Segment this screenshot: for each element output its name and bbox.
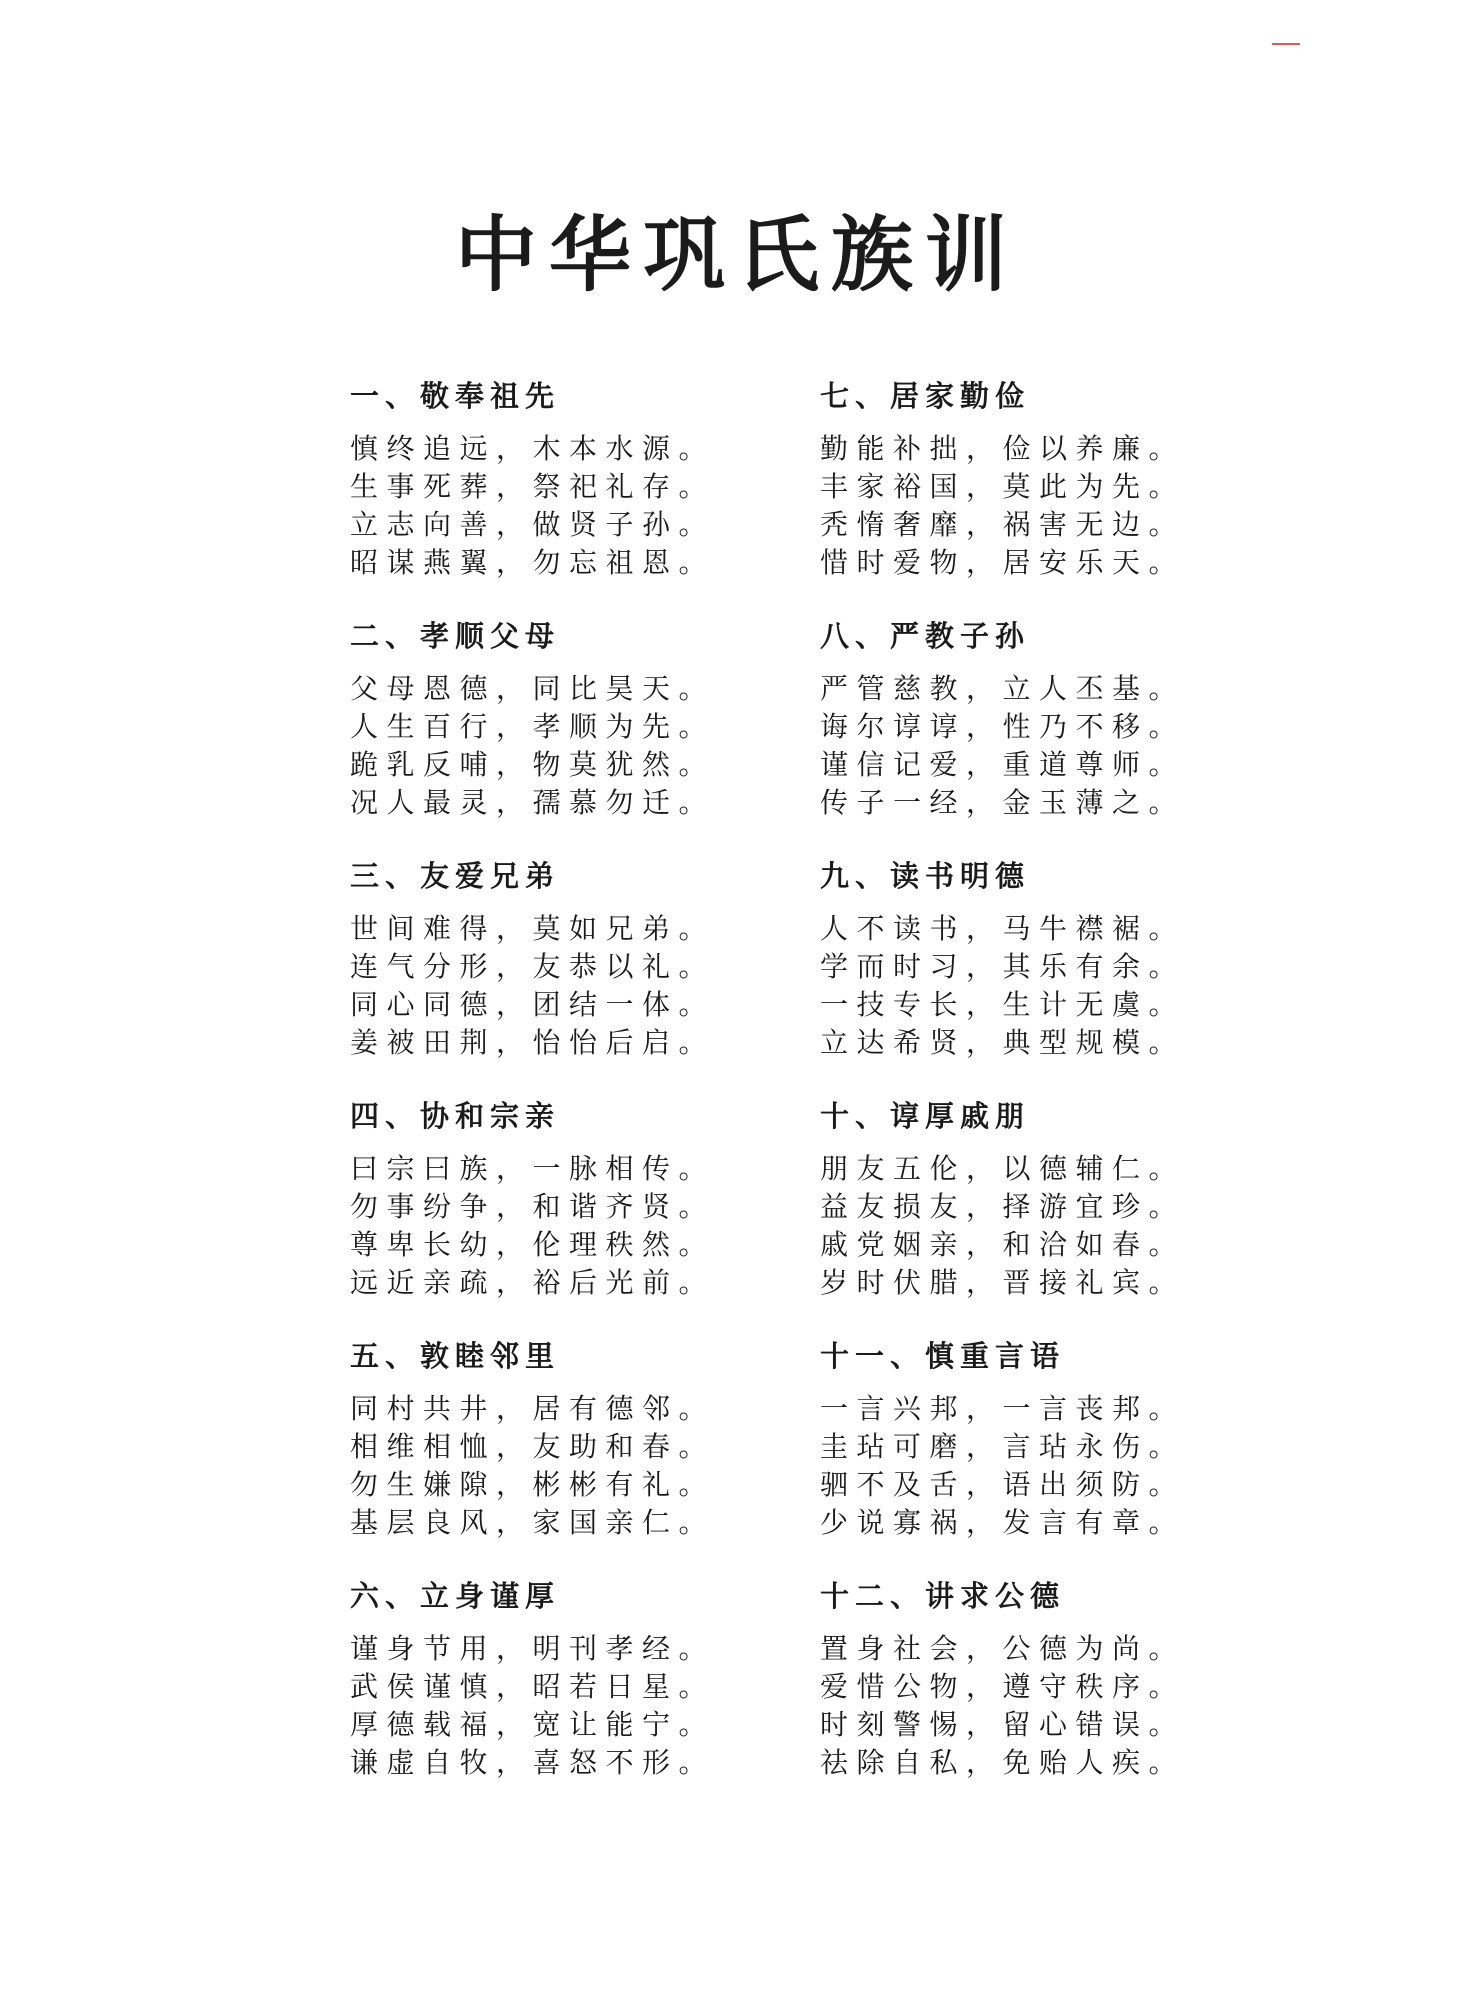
corner-mark	[1272, 43, 1300, 45]
verse-line: 谦虚自牧，喜怒不形。	[350, 1746, 716, 1779]
verse-line: 人生百行，孝顺为先。	[350, 710, 716, 743]
verse-lines	[350, 1630, 820, 1782]
verse-line: 立志向善，做贤子孙。	[350, 508, 716, 541]
precept-section	[820, 612, 1186, 852]
verse-line: 圭玷可磨，言玷永伤。	[820, 1430, 1186, 1463]
verse-line: 基层良风，家国亲仁。	[350, 1506, 716, 1539]
precept-section	[350, 852, 820, 1092]
verse-lines	[820, 1150, 1186, 1302]
verse-line: 勿生嫌隙，彬彬有礼。	[350, 1468, 716, 1501]
verse-line: 谨信记爱，重道尊师。	[820, 748, 1186, 781]
verse-line: 立达希贤，典型规模。	[820, 1026, 1186, 1059]
precept-section	[350, 372, 820, 612]
section-heading: 九、读书明德	[820, 859, 1031, 893]
verse-line: 勤能补拙，俭以养廉。	[820, 432, 1186, 465]
precept-section	[350, 1092, 820, 1332]
verse-line: 祛除自私，免贻人疾。	[820, 1746, 1186, 1779]
verse-line: 爱惜公物，遵守秩序。	[820, 1670, 1186, 1703]
verse-line: 传子一经，金玉薄之。	[820, 786, 1186, 819]
precept-section	[820, 1092, 1186, 1332]
verse-line: 惜时爱物，居安乐天。	[820, 546, 1186, 579]
precept-section	[820, 372, 1186, 612]
verse-line: 时刻警惕，留心错误。	[820, 1708, 1186, 1741]
right-column	[820, 372, 1186, 1812]
verse-line: 谨身节用，明刊孝经。	[350, 1632, 716, 1665]
section-heading: 八、严教子孙	[820, 619, 1031, 653]
verse-lines	[820, 1390, 1186, 1542]
section-heading: 七、居家勤俭	[820, 379, 1031, 413]
verse-line: 相维相恤，友助和春。	[350, 1430, 716, 1463]
precept-section	[820, 1332, 1186, 1572]
verse-line: 曰宗曰族，一脉相传。	[350, 1152, 716, 1185]
page-title: 中华巩氏族训	[454, 207, 1019, 303]
section-heading: 五、敦睦邻里	[350, 1339, 561, 1373]
verse-line: 人不读书，马牛襟裾。	[820, 912, 1186, 945]
verse-line: 益友损友，择游宜珍。	[820, 1190, 1186, 1223]
verse-lines	[820, 430, 1186, 582]
verse-line: 勿事纷争，和谐齐贤。	[350, 1190, 716, 1223]
verse-lines	[350, 910, 820, 1062]
verse-line: 昭谋燕翼，勿忘祖恩。	[350, 546, 716, 579]
verse-line: 跪乳反哺，物莫犹然。	[350, 748, 716, 781]
verse-line: 父母恩德，同比昊天。	[350, 672, 716, 705]
precept-section	[350, 1332, 820, 1572]
verse-line: 慎终追远，木本水源。	[350, 432, 716, 465]
verse-line: 岁时伏腊，晋接礼宾。	[820, 1266, 1186, 1299]
verse-line: 置身社会，公德为尚。	[820, 1632, 1186, 1665]
verse-line: 戚党姻亲，和洽如春。	[820, 1228, 1186, 1261]
left-column	[350, 372, 820, 1812]
verse-lines	[350, 430, 820, 582]
verse-line: 远近亲疏，裕后光前。	[350, 1266, 716, 1299]
section-heading: 十一、慎重言语	[820, 1339, 1066, 1373]
verse-lines	[350, 1150, 820, 1302]
verse-line: 连气分形，友恭以礼。	[350, 950, 716, 983]
verse-lines	[820, 670, 1186, 822]
verse-line: 朋友五伦，以德辅仁。	[820, 1152, 1186, 1185]
verse-lines	[820, 910, 1186, 1062]
precepts-columns	[350, 372, 1186, 1812]
precept-section	[820, 1572, 1186, 1812]
verse-line: 姜被田荆，怡怡后启。	[350, 1026, 716, 1059]
verse-line: 诲尔谆谆，性乃不移。	[820, 710, 1186, 743]
verse-line: 同心同德，团结一体。	[350, 988, 716, 1021]
verse-line: 秃惰奢靡，祸害无边。	[820, 508, 1186, 541]
section-heading: 十二、讲求公德	[820, 1579, 1066, 1613]
section-heading: 二、孝顺父母	[350, 619, 561, 653]
verse-line: 尊卑长幼，伦理秩然。	[350, 1228, 716, 1261]
verse-line: 世间难得，莫如兄弟。	[350, 912, 716, 945]
verse-line: 厚德载福，宽让能宁。	[350, 1708, 716, 1741]
section-heading: 三、友爱兄弟	[350, 859, 561, 893]
verse-lines	[350, 1390, 820, 1542]
precept-section	[820, 852, 1186, 1092]
verse-line: 驷不及舌，语出须防。	[820, 1468, 1186, 1501]
verse-line: 况人最灵，孺慕勿迁。	[350, 786, 716, 819]
verse-line: 一言兴邦，一言丧邦。	[820, 1392, 1186, 1425]
verse-line: 少说寡祸，发言有章。	[820, 1506, 1186, 1539]
verse-lines	[820, 1630, 1186, 1782]
section-heading: 十、谆厚戚朋	[820, 1099, 1031, 1133]
section-heading: 六、立身谨厚	[350, 1579, 561, 1613]
verse-line: 学而时习，其乐有余。	[820, 950, 1186, 983]
verse-line: 武侯谨慎，昭若日星。	[350, 1670, 716, 1703]
verse-line: 生事死葬，祭祀礼存。	[350, 470, 716, 503]
verse-line: 同村共井，居有德邻。	[350, 1392, 716, 1425]
section-heading: 一、敬奉祖先	[350, 379, 561, 413]
verse-line: 丰家裕国，莫此为先。	[820, 470, 1186, 503]
verse-line: 严管慈教，立人丕基。	[820, 672, 1186, 705]
verse-lines	[350, 670, 820, 822]
verse-line: 一技专长，生计无虞。	[820, 988, 1186, 1021]
section-heading: 四、协和宗亲	[350, 1099, 561, 1133]
precept-section	[350, 1572, 820, 1812]
precept-section	[350, 612, 820, 852]
